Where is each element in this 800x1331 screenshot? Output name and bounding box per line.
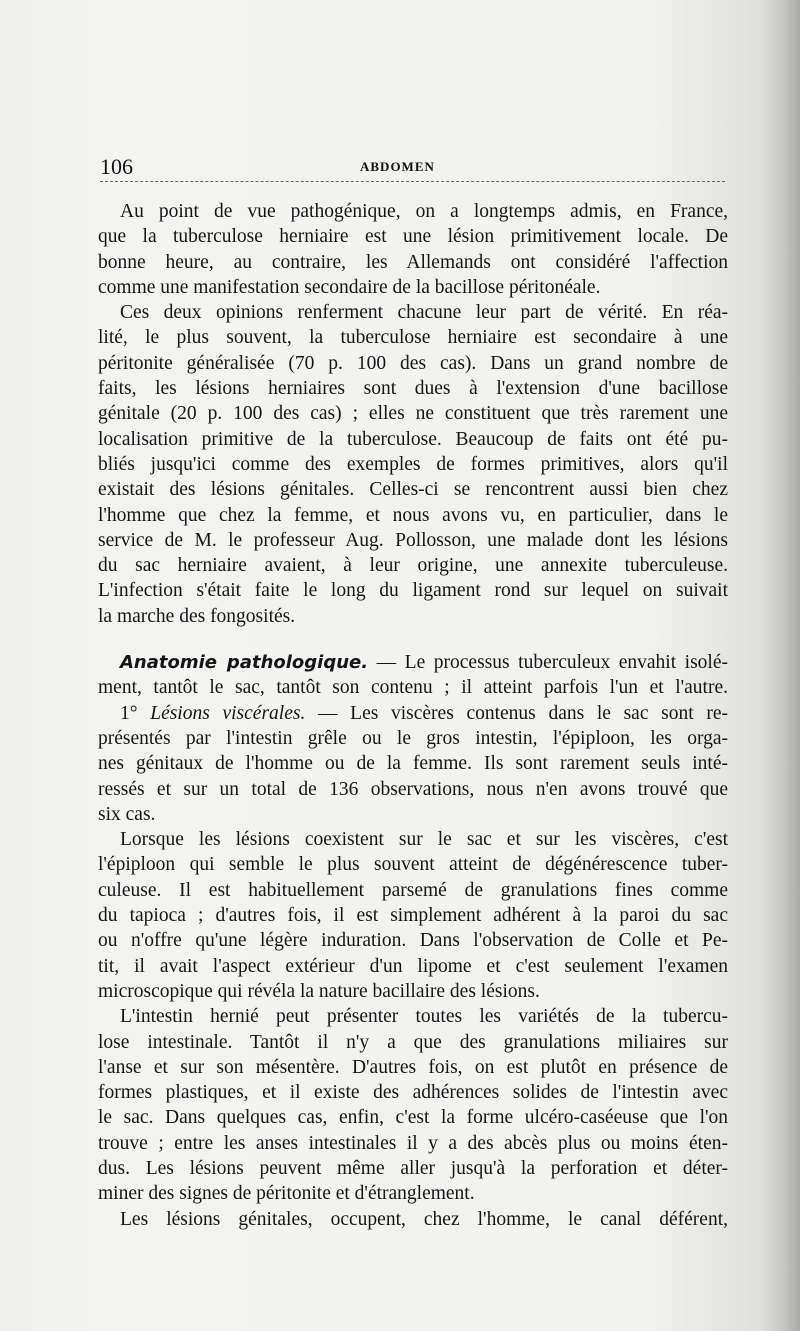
text-line [98,578,728,603]
text-line [98,1131,728,1156]
line-text: Au point de vue pathogénique, on a longtemps admis, en France, [120,201,728,222]
text-line [98,701,728,726]
line-text: service de M. le professeur Aug. Pollosson, une malade dont les lésions [98,529,728,551]
text-line [98,528,728,553]
text-line [98,802,728,827]
line-text: localisation primitive de la tuberculose. Beaucoup de faits ont été pu- [98,428,728,450]
text-line [98,777,728,802]
text-line [98,351,728,376]
line-text: du sac herniaire avaient, à leur origine, une annexite tuberculeuse. [98,555,728,577]
text-line [98,553,728,578]
text-line [98,1207,728,1232]
line-text: nes génitaux de l'homme ou de la femme. Ils sont rarement seuls inté- [98,753,728,775]
text-line [98,376,728,401]
text-line [98,452,728,477]
line-text: trouve ; entre les anses intestinales il y a des abcès plus ou moins éten- [98,1132,728,1154]
text-line [98,852,728,877]
text-line [98,751,728,776]
text-line [98,1004,728,1029]
text-line [98,726,728,751]
line-text: tit, il avait l'aspect extérieur d'un lipome et c'est seulement l'examen [98,955,728,977]
text-line [98,1156,728,1181]
line-text: bonne heure, au contraire, les Allemands ont considéré l'affection [98,251,728,273]
text-line [98,604,728,629]
text-line [98,1030,728,1055]
section-number: 1° [120,702,151,724]
text-line [98,827,728,852]
page-number: 106 [100,154,133,179]
text-line [98,650,728,675]
line-text: lose intestinale. Tantôt il n'y a que des granulations miliaires sur [98,1031,728,1053]
line-text: le sac. Dans quelques cas, enfin, c'est la forme ulcéro-caséeuse que l'on [98,1107,728,1129]
text-line [98,477,728,502]
line-text: bliés jusqu'ici comme des exemples de formes primitives, alors qu'il [98,453,728,475]
line-text: l'anse et sur son mésentère. D'autres fois, on est plutôt en présence de [98,1056,728,1078]
text-line [98,199,728,224]
text-line [98,1105,728,1130]
line-text: lité, le plus souvent, la tuberculose herniaire est secondaire à une [98,327,728,349]
line-text: dus. Les lésions peuvent même aller jusqu'à la perforation et déter- [98,1157,728,1179]
page-header [100,150,725,180]
text-line [98,275,728,300]
line-text: comme une manifestation secondaire de la bacillose péritonéale. [98,276,601,298]
text-line [98,928,728,953]
line-text: génitale (20 p. 100 des cas) ; elles ne constituent que très rarement une [98,403,728,425]
line-text: présentés par l'intestin grêle ou le gros intestin, l'épiploon, les orga- [98,727,728,749]
line-text: formes plastiques, et il existe des adhérences solides de l'intestin avec [98,1082,728,1104]
text-line [98,1181,728,1206]
line-text: L'infection s'était faite le long du ligament rond sur lequel on suivait [98,580,728,602]
page-edge-shadow [760,0,800,1331]
text-line [98,1055,728,1080]
line-text: faits, les lésions herniaires sont dues à l'extension d'une bacillose [98,378,728,400]
line-text: du tapioca ; d'autres fois, il est simplement adhérent à la paroi du sac [98,905,728,927]
line-text: la marche des fongosités. [98,605,296,627]
text-line [98,979,728,1004]
line-text: culeuse. Il est habituellement parsemé de granulations fines comme [98,879,728,901]
section-heading: Anatomie pathologique. [120,652,369,674]
text-line [98,427,728,452]
text-line [98,401,728,426]
running-title: ABDOMEN [360,159,435,174]
line-text: existait des lésions génitales. Celles-ci se rencontrent aussi bien chez [98,479,728,501]
line-text: miner des signes de péritonite et d'étranglement. [98,1183,475,1205]
section-gap [98,629,728,650]
line-text: microscopique qui révéla la nature bacillaire des lésions. [98,980,540,1002]
line-text: ment, tantôt le sac, tantôt son contenu ; il atteint parfois l'un et l'autre. [98,677,728,699]
text-line [98,300,728,325]
line-text: l'épiploon qui semble le plus souvent atteint de dégénérescence tuber- [98,854,728,876]
line-text: L'intestin hernié peut présenter toutes les variétés de la tubercu- [120,1006,728,1028]
subsection-heading: Lésions viscérales. [150,702,306,724]
line-text: Lorsque les lésions coexistent sur le sac et sur les viscères, c'est [120,829,728,851]
line-text: ou n'offre qu'une légère induration. Dans l'observation de Colle et Pe- [98,930,728,952]
body-text [98,199,728,1232]
line-text: que la tuberculose herniaire est une lésion primitivement locale. De [98,226,728,248]
text-line [98,878,728,903]
text-line [98,503,728,528]
line-text: l'homme que chez la femme, et nous avons vu, en particulier, dans le [98,504,728,526]
line-text: Ces deux opinions renferment chacune leur part de vérité. En réa- [120,302,728,324]
text-line [98,250,728,275]
text-line [98,954,728,979]
text-line [98,675,728,700]
line-text: — Le processus tuberculeux envahit isolé- [368,652,728,674]
line-text: — Les viscères contenus dans le sac sont re- [305,702,728,724]
header-rule [100,181,725,182]
text-line [98,325,728,350]
line-text: Les lésions génitales, occupent, chez l'homme, le canal déférent, [120,1208,728,1230]
text-line [98,903,728,928]
line-text: péritonite généralisée (70 p. 100 des cas). Dans un grand nombre de [98,352,728,374]
text-line [98,1080,728,1105]
line-text: ressés et sur un total de 136 observations, nous n'en avons trouvé que [98,778,728,800]
text-line [98,224,728,249]
line-text: six cas. [98,803,156,825]
